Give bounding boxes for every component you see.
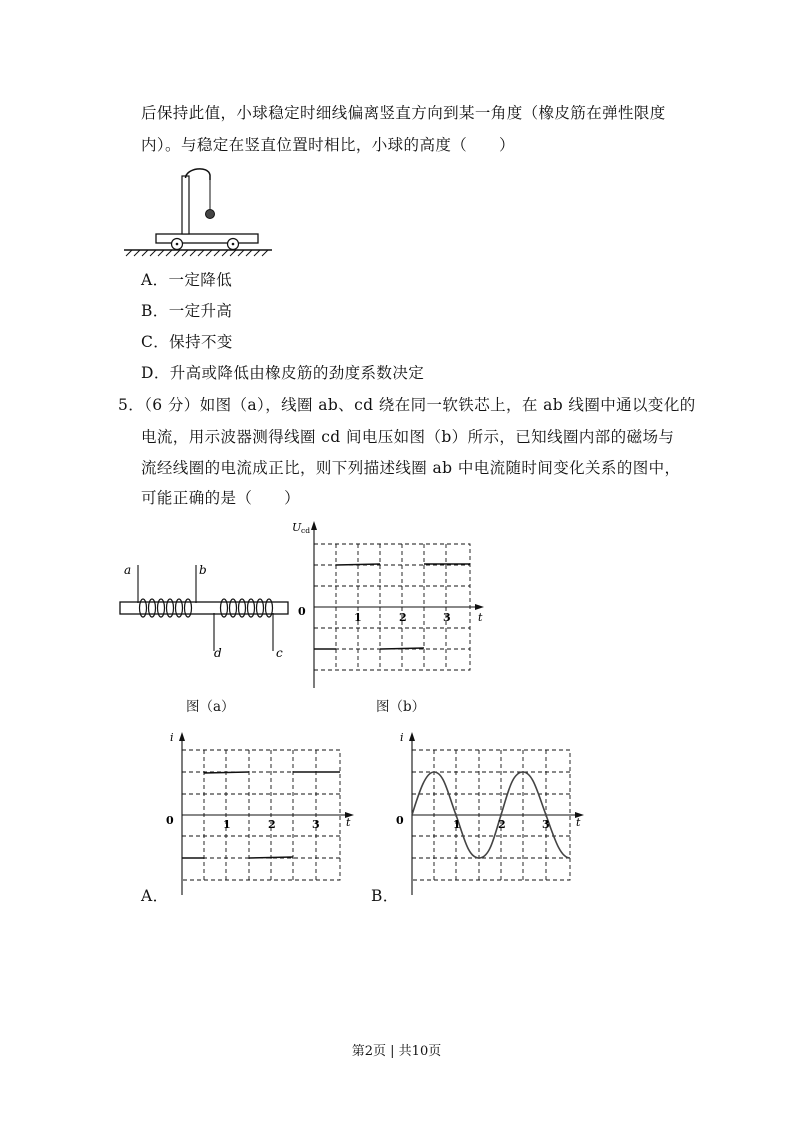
option-a-origin: 0 — [166, 814, 174, 827]
fig-a-label-d: d — [214, 646, 222, 660]
q5-text-line-1: 5．（6 分）如图（a），线圈 ab、cd 绕在同一软铁芯上，在 ab 线圈中通以变化的 — [118, 396, 696, 414]
option-b-origin: 0 — [396, 814, 404, 827]
q4-option-a: A．一定降低 — [141, 271, 233, 289]
option-a-graph — [160, 727, 360, 897]
option-b-ylabel: i — [400, 731, 404, 744]
q4-option-b: B．一定升高 — [141, 302, 233, 320]
q4-cart-figure — [120, 166, 280, 258]
option-b-graph — [390, 727, 590, 897]
option-b-tick-1: 1 — [453, 818, 461, 831]
fig-a-label-c: c — [276, 646, 283, 660]
fig-b-tick-1: 1 — [354, 611, 362, 624]
q5-text-line-2: 电流，用示波器测得线圈 cd 间电压如图（b）所示，已知线圈内部的磁场与 — [141, 428, 675, 446]
option-b-tick-2: 2 — [498, 818, 506, 831]
q4-text-line-2: 内）。与稳定在竖直位置时相比，小球的高度（ ） — [141, 136, 515, 154]
option-a-letter: A． — [141, 887, 169, 905]
option-a-xlabel: t — [346, 816, 351, 829]
fig-b-ylabel-sub: cd — [301, 526, 311, 535]
q5-text-line-4: 可能正确的是（ ） — [141, 489, 301, 507]
option-b-xlabel: t — [576, 816, 581, 829]
option-a-tick-1: 1 — [223, 818, 231, 831]
fig-b-xlabel: t — [478, 611, 483, 624]
q4-option-c: C．保持不变 — [141, 333, 233, 351]
option-a-tick-2: 2 — [268, 818, 276, 831]
fig-a-coils — [110, 555, 295, 665]
fig-a-label-a: a — [124, 563, 132, 577]
fig-b-tick-3: 3 — [443, 611, 451, 624]
option-a-tick-3: 3 — [312, 818, 320, 831]
fig-b-tick-2: 2 — [399, 611, 407, 624]
fig-b-caption: 图（b） — [376, 699, 426, 715]
fig-a-label-b: b — [199, 563, 207, 577]
fig-b-ylabel: U — [292, 521, 302, 534]
fig-b-origin: 0 — [298, 605, 306, 618]
option-b-tick-3: 3 — [542, 818, 550, 831]
q5-text-line-3: 流经线圈的电流成正比，则下列描述线圈 ab 中电流随时间变化关系的图中， — [141, 459, 681, 477]
fig-b-graph — [290, 516, 490, 691]
option-b-letter: B． — [371, 887, 399, 905]
option-a-ylabel: i — [170, 731, 174, 744]
q4-option-d: D．升高或降低由橡皮筋的劲度系数决定 — [141, 364, 425, 382]
fig-a-caption: 图（a） — [186, 699, 235, 715]
page-footer: 第2页 | 共10页 — [351, 1044, 442, 1059]
q4-text-line-1: 后保持此值，小球稳定时细线偏离竖直方向到某一角度（橡皮筋在弹性限度 — [141, 104, 666, 122]
